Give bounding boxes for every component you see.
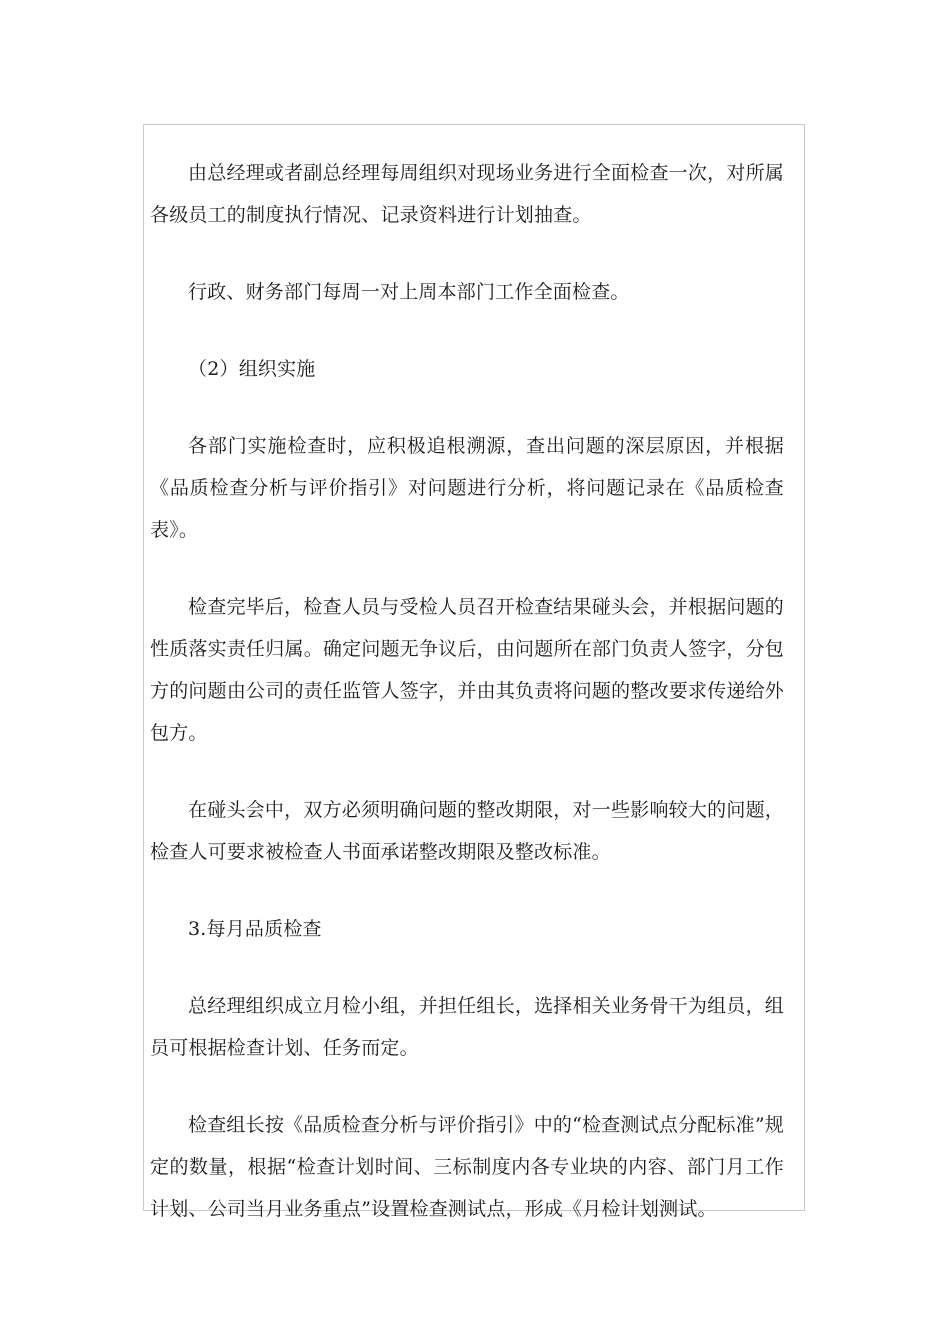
paragraph-admin-finance-check: 行政、财务部门每周一对上周本部门工作全面检查。: [188, 281, 630, 303]
document-body: [150, 152, 784, 1265]
paragraph-debrief-meeting: 检查完毕后，检查人员与受检人员召开检查结果碰头会，并根据问题的性质落实责任归属。确定问题无争议后，由问题所在部门负责人签字，分包方的问题由公司的责任监管人签字，并由其负责将问题的整改要求传递给外包方。: [150, 596, 784, 744]
paragraph-test-points: 检查组长按《品质检查分析与评价指引》中的“检查测试点分配标准”规定的数量，根据“检查计划时间、三标制度内各专业块的内容、部门月工作计划、公司当月业务重点”设置检查测试点，形成《月检计划测试。: [150, 1114, 784, 1220]
section-heading-organization: （2）组织实施: [188, 358, 316, 380]
paragraph-weekly-inspection: 由总经理或者副总经理每周组织对现场业务进行全面检查一次，对所属各级员工的制度执行情况、记录资料进行计划抽查。: [150, 162, 784, 226]
section-heading-monthly-inspection: 3.每月品质检查: [188, 918, 322, 940]
paragraph-department-inspection: 各部门实施检查时，应积极追根溯源，查出问题的深层原因，并根据《品质检查分析与评价指引》对问题进行分析，将问题记录在《品质检查表》。: [150, 435, 784, 541]
paragraph-monthly-team: 总经理组织成立月检小组，并担任组长，选择相关业务骨干为组员，组员可根据检查计划、任务而定。: [150, 995, 784, 1059]
paragraph-rectification-deadline: 在碰头会中，双方必须明确问题的整改期限，对一些影响较大的问题，检查人可要求被检查人书面承诺整改期限及整改标准。: [150, 799, 784, 863]
